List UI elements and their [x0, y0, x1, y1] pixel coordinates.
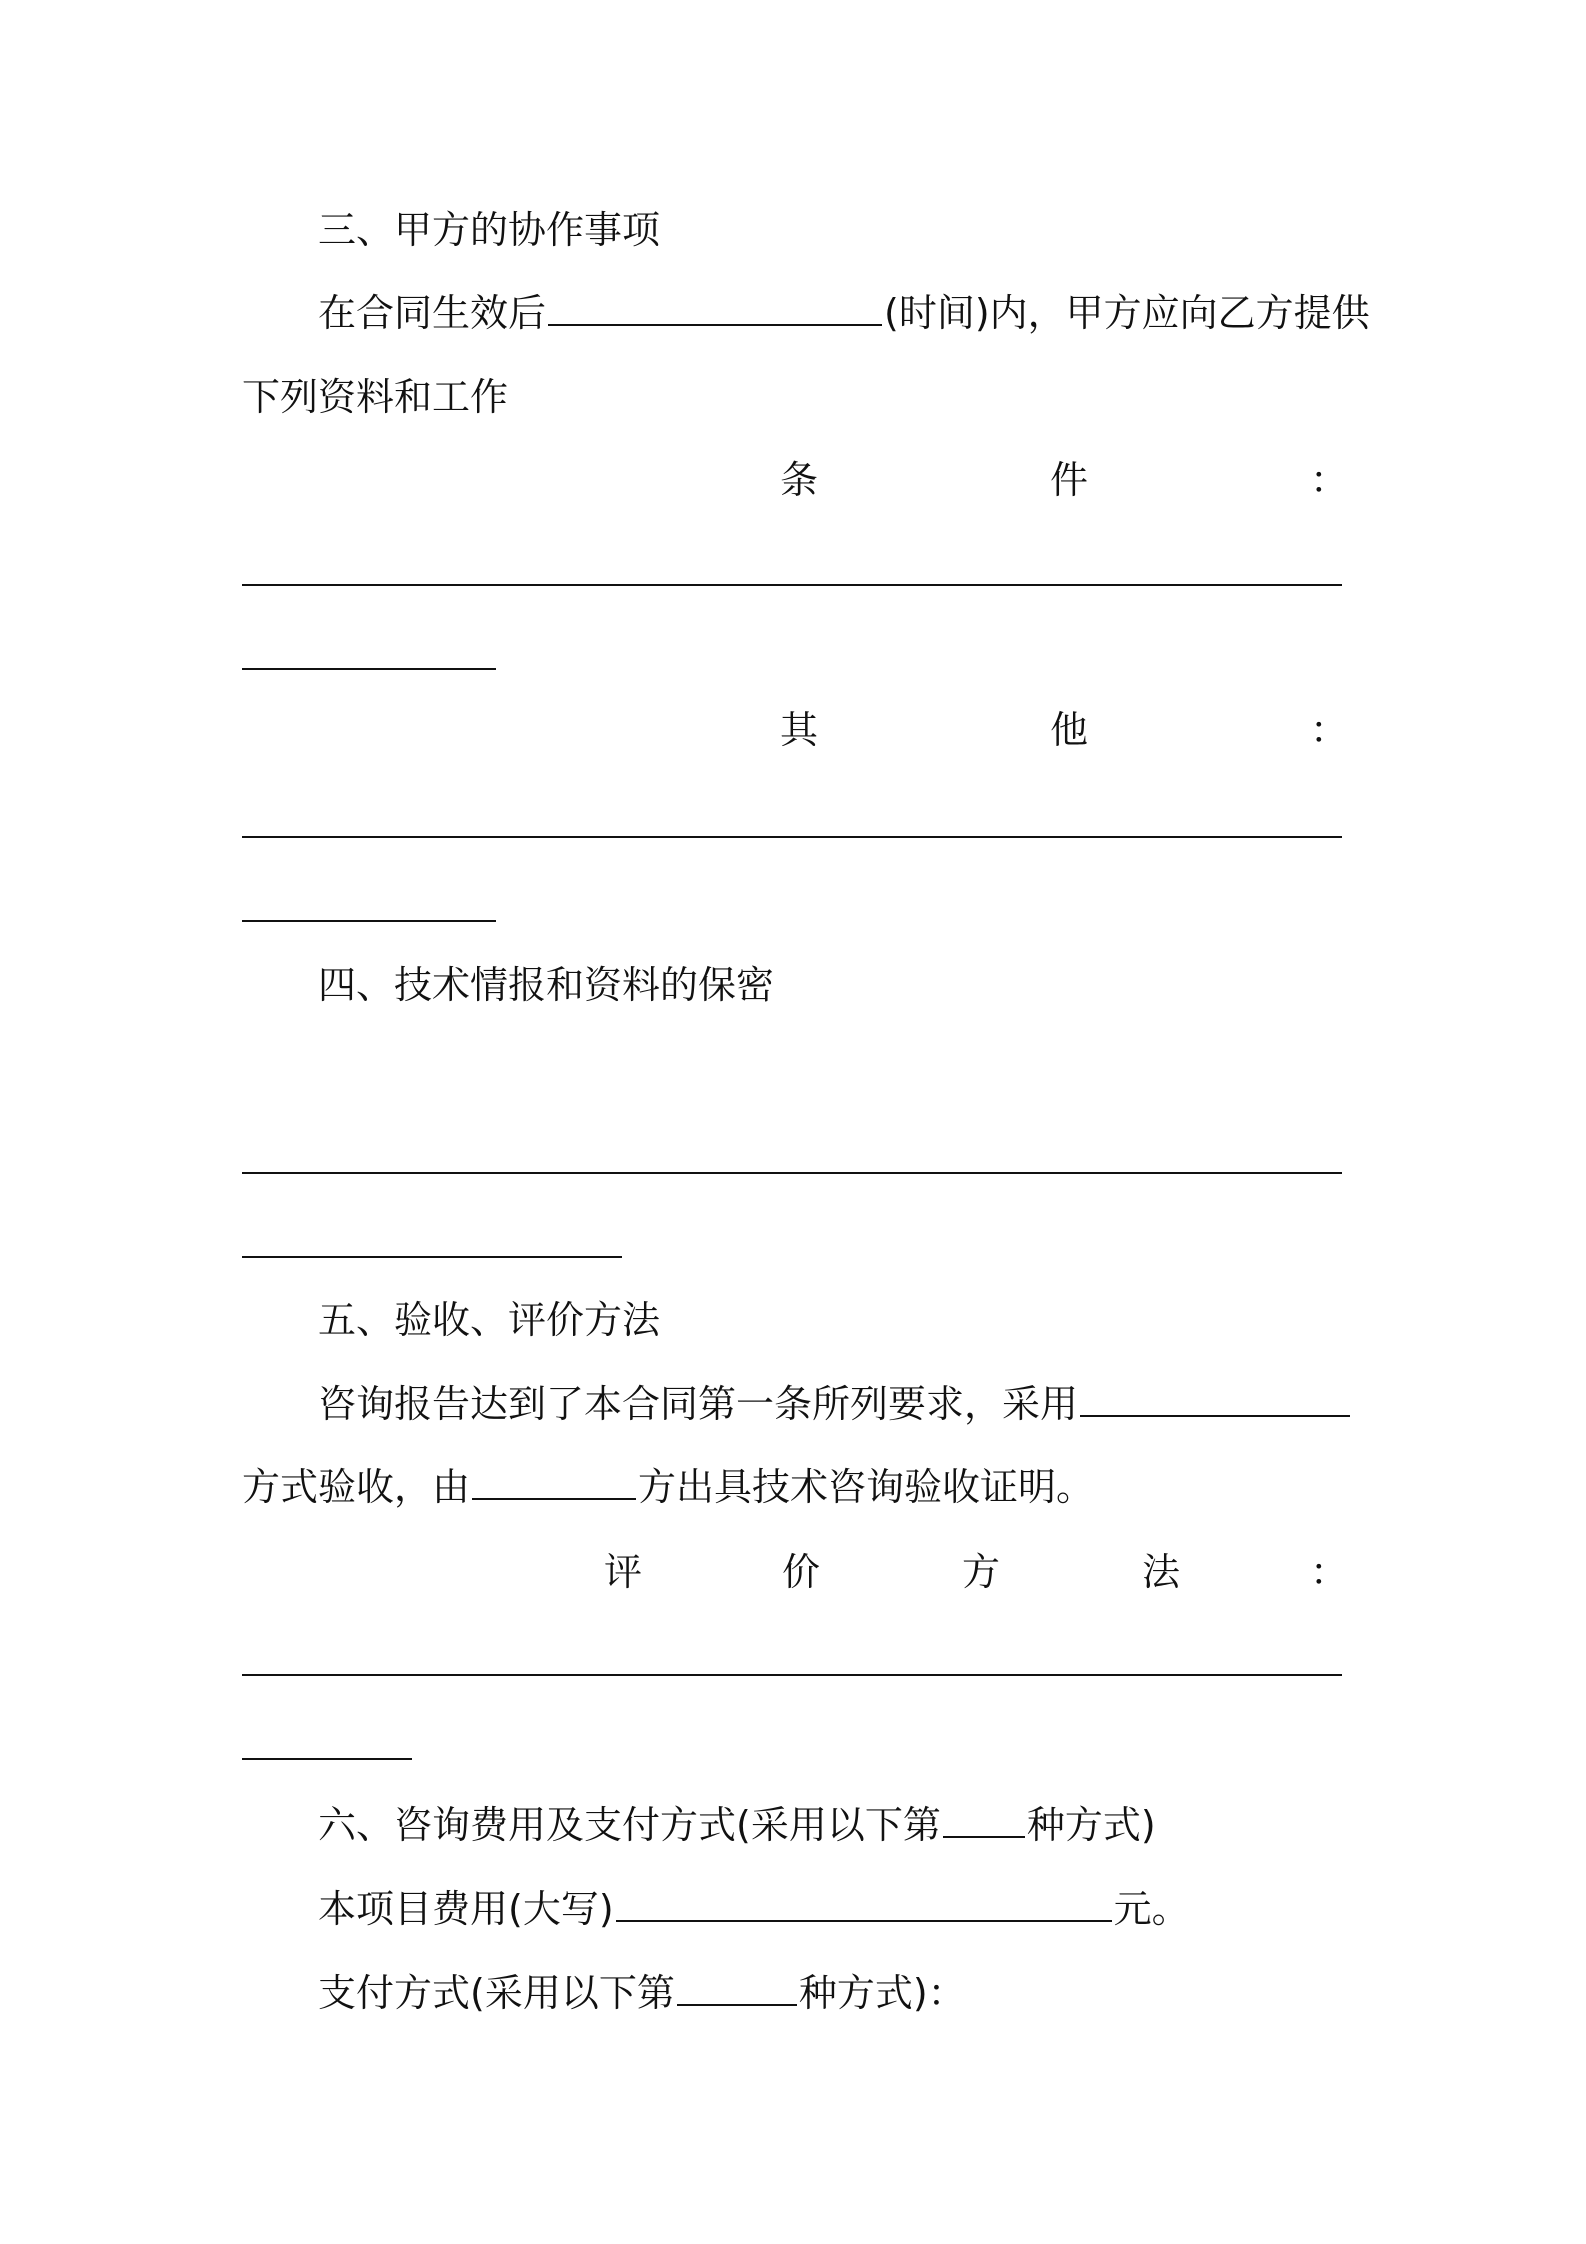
- other-char-1: [780, 700, 818, 760]
- fee-start: 本项目费用(大写): [318, 1887, 614, 1931]
- fee-end: 元。: [1113, 1887, 1190, 1931]
- payment-method-line: [318, 1963, 1346, 2023]
- conditions-char-text-1: 条: [780, 458, 819, 502]
- section5-heading-text: 五、验收、评价方法: [318, 1298, 661, 1342]
- eval-char-4: [1142, 1542, 1180, 1602]
- confidentiality-blank-line2[interactable]: [242, 1256, 622, 1258]
- eval-colon-text: ：: [1310, 1550, 1349, 1594]
- section3-heading: [318, 200, 1346, 260]
- fee-line: [318, 1879, 1346, 1939]
- payment-option-blank[interactable]: [943, 1796, 1025, 1838]
- other-blank-line1[interactable]: [242, 836, 1342, 838]
- eval-blank-line1[interactable]: [242, 1674, 1342, 1676]
- eval-char-text-3: 方: [962, 1550, 1001, 1594]
- eval-char-text-2: 价: [782, 1550, 821, 1594]
- section6-heading-end: 种方式): [1026, 1803, 1156, 1847]
- conditions-char-text-2: 件: [1050, 458, 1089, 502]
- conditions-char-2: [1050, 450, 1088, 510]
- confidentiality-blank-line1[interactable]: [242, 1172, 1342, 1174]
- section5-paragraph-line2: [242, 1457, 1346, 1517]
- eval-char-1: [604, 1542, 642, 1602]
- section3-p1-mid: (时间)内，甲方应向乙方提供: [884, 291, 1370, 335]
- section3-p1-cont: 下列资料和工作: [242, 375, 509, 419]
- eval-char-text-4: 法: [1142, 1550, 1181, 1594]
- section5-p1-start: 咨询报告达到了本合同第一条所列要求，采用: [318, 1382, 1079, 1426]
- conditions-blank-line1[interactable]: [242, 584, 1342, 586]
- section5-p2-start: 方式验收，由: [242, 1465, 471, 1509]
- eval-blank-line2[interactable]: [242, 1758, 412, 1760]
- fee-amount-blank[interactable]: [616, 1880, 1112, 1922]
- conditions-colon-text: ：: [1310, 458, 1349, 502]
- section5-p2-end: 方出具技术咨询验收证明。: [638, 1465, 1095, 1509]
- pay-start: 支付方式(采用以下第: [318, 1971, 675, 2015]
- other-colon-text: ：: [1310, 708, 1349, 752]
- other-char-2: [1050, 700, 1088, 760]
- pay-end: 种方式)：: [798, 1971, 966, 2015]
- eval-char-2: [782, 1542, 820, 1602]
- other-char-text-1: 其: [780, 708, 819, 752]
- section3-heading-text: 三、甲方的协作事项: [318, 208, 661, 252]
- section4-heading-text: 四、技术情报和资料的保密: [318, 963, 775, 1007]
- conditions-blank-line2[interactable]: [242, 668, 496, 670]
- section3-p1-start: 在合同生效后: [318, 291, 547, 335]
- section4-heading: [318, 955, 1346, 1015]
- conditions-colon: [1310, 450, 1348, 510]
- section5-paragraph-line1: [318, 1374, 1346, 1434]
- other-blank-line2[interactable]: [242, 920, 496, 922]
- section6-heading-start: 六、咨询费用及支付方式(采用以下第: [318, 1803, 941, 1847]
- issuing-party-blank[interactable]: [472, 1458, 636, 1500]
- section3-paragraph-line1: [318, 283, 1370, 343]
- conditions-char-1: [780, 450, 818, 510]
- eval-char-text-1: 评: [604, 1550, 643, 1594]
- time-blank[interactable]: [548, 284, 882, 326]
- eval-char-3: [962, 1542, 1000, 1602]
- other-char-text-2: 他: [1050, 708, 1089, 752]
- section6-heading: [318, 1795, 1346, 1855]
- eval-colon: [1310, 1542, 1348, 1602]
- other-colon: [1310, 700, 1348, 760]
- acceptance-method-blank[interactable]: [1080, 1375, 1350, 1417]
- section5-heading: [318, 1290, 1346, 1350]
- payment-method-blank[interactable]: [677, 1964, 797, 2006]
- section3-paragraph-line2: [242, 367, 1346, 427]
